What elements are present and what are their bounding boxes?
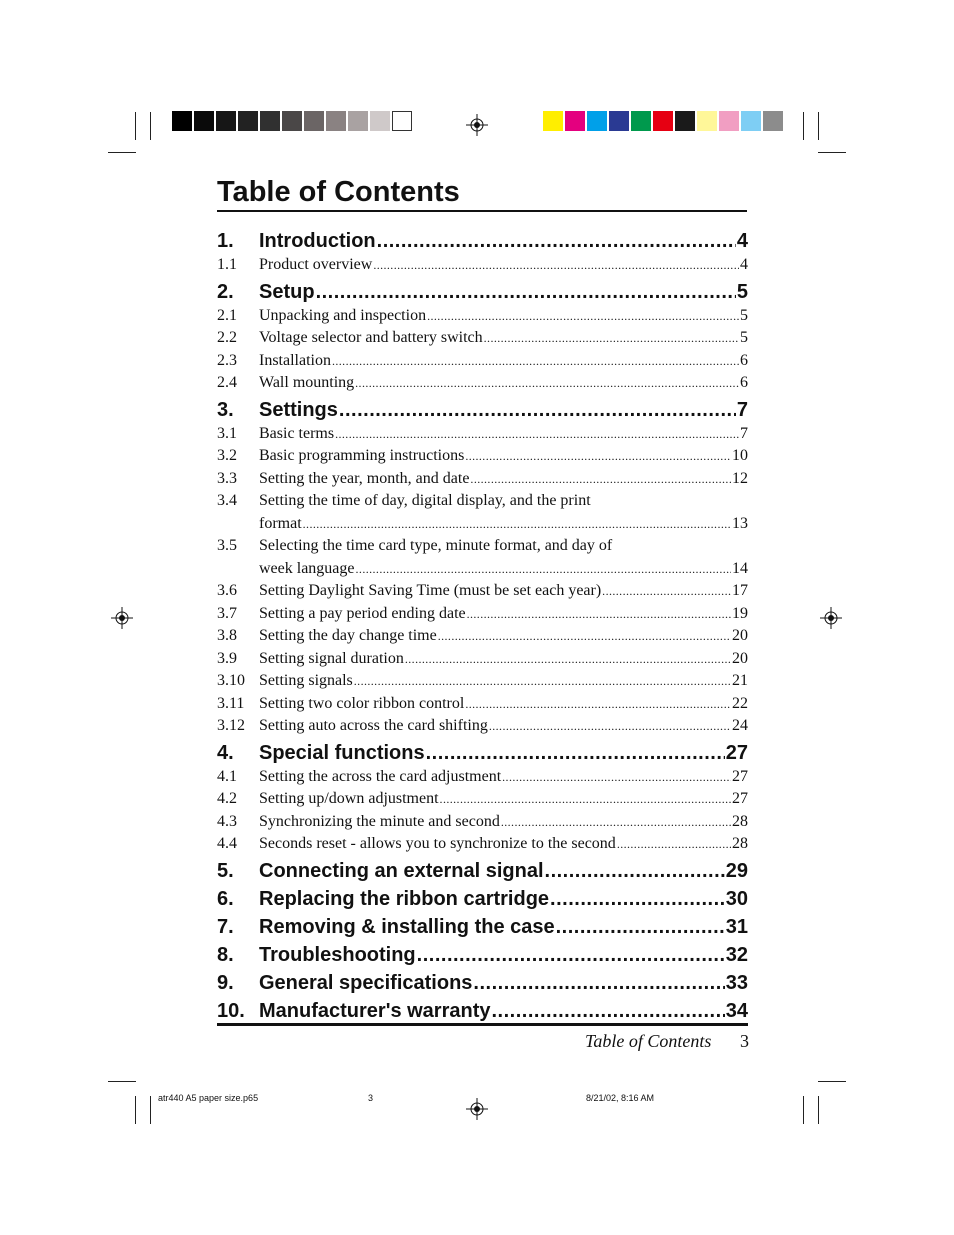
color-swatch — [631, 111, 651, 131]
toc-number: 5. — [217, 859, 234, 882]
toc-leader-dots — [492, 998, 725, 1024]
toc-entry-body — [259, 279, 748, 305]
toc-entry-body — [259, 766, 748, 789]
toc-page-number: 33 — [725, 971, 748, 994]
toc-page-number: 12 — [732, 469, 748, 487]
color-swatch — [260, 111, 280, 131]
toc-number: 4.3 — [217, 812, 237, 830]
toc-label: Setting two color ribbon control — [259, 694, 465, 712]
toc-entry-body — [259, 998, 748, 1024]
toc-number: 4.4 — [217, 835, 237, 852]
toc-label: week language — [259, 559, 355, 577]
toc-page-number: 31 — [725, 915, 748, 938]
slug-timestamp: 8/21/02, 8:16 AM — [586, 1093, 655, 1103]
toc-entry-body — [259, 625, 748, 648]
toc-number: 4.2 — [217, 790, 237, 807]
color-swatch — [741, 111, 761, 131]
toc-chapter-row — [217, 914, 748, 940]
toc-page-number: 10 — [732, 447, 748, 464]
toc-label: Basic programming instructions — [259, 447, 465, 464]
toc-page-number: 4 — [740, 256, 748, 273]
toc-page-number: 7 — [740, 424, 748, 442]
crop-mark — [803, 112, 804, 140]
toc-number: 3.1 — [217, 424, 237, 442]
toc-page-number: 5 — [736, 280, 748, 303]
toc-page-number: 32 — [725, 943, 748, 966]
toc-number: 3.6 — [217, 582, 237, 599]
toc-page-number: 21 — [732, 672, 748, 689]
toc-label: Setup — [259, 280, 315, 303]
toc-entry-body — [259, 970, 748, 996]
color-swatch — [348, 111, 368, 131]
toc-label: Setting auto across the card shifting — [259, 717, 488, 734]
color-swatch — [392, 111, 412, 131]
color-swatch — [609, 111, 629, 131]
toc-leader-dots — [355, 372, 739, 395]
page-title: Table of Contents — [217, 174, 747, 212]
toc-leader-dots — [502, 766, 731, 789]
toc-label: Unpacking and inspection — [259, 306, 427, 324]
toc-entry-body — [259, 914, 748, 940]
toc-section-row — [217, 423, 748, 446]
toc-number: 3.11 — [217, 694, 245, 712]
crop-mark — [150, 1096, 151, 1124]
color-swatch — [326, 111, 346, 131]
toc-page-number: 30 — [725, 887, 748, 910]
color-swatch — [543, 111, 563, 131]
toc-label: Special functions — [259, 741, 425, 764]
toc-number: 2.4 — [217, 374, 237, 391]
toc-entry-body — [259, 305, 748, 328]
toc-label: Connecting an external signal — [259, 859, 544, 882]
toc-chapter-row — [217, 886, 748, 912]
toc-page-number: 24 — [732, 717, 748, 734]
toc-number: 3.3 — [217, 469, 237, 487]
toc-leader-dots — [339, 397, 736, 423]
grayscale-color-bar — [172, 111, 414, 131]
slug-page: 3 — [368, 1093, 374, 1103]
toc-number: 1.1 — [217, 256, 237, 273]
toc-page-number: 20 — [732, 627, 748, 644]
toc-label: General specifications — [259, 971, 473, 994]
toc-number: 4. — [217, 741, 234, 764]
toc-leader-dots — [354, 670, 731, 693]
slug-filename: atr440 A5 paper size.p65 — [158, 1093, 259, 1103]
toc-section-row — [217, 811, 748, 834]
toc-page-number: 28 — [732, 835, 748, 852]
toc-leader-dots — [303, 513, 731, 536]
toc-entry-body — [259, 372, 748, 395]
color-swatch — [216, 111, 236, 131]
toc-label: Introduction — [259, 230, 376, 252]
color-swatch — [697, 111, 717, 131]
toc-section-row — [217, 625, 748, 648]
toc-entry-body — [259, 788, 748, 811]
toc-leader-dots — [465, 445, 731, 468]
toc-leader-dots — [426, 740, 725, 766]
toc-leader-dots — [440, 788, 731, 811]
toc-entry-body — [259, 350, 748, 373]
toc-entry-body — [259, 397, 748, 423]
toc-number: 8. — [217, 943, 234, 966]
toc-leader-dots — [556, 914, 725, 940]
toc-label: Replacing the ribbon cartridge — [259, 887, 550, 910]
toc-number: 3.12 — [217, 717, 245, 734]
toc-section-row — [217, 693, 748, 716]
toc-page-number: 20 — [732, 649, 748, 667]
crop-mark — [818, 152, 846, 153]
toc-page-number: 14 — [732, 559, 748, 577]
toc-entry-body — [259, 468, 748, 491]
footer-section-title: Table of Contents — [585, 1031, 712, 1051]
crop-mark — [150, 112, 151, 140]
crop-mark — [135, 1096, 136, 1124]
toc-label: Setting the across the card adjustment — [259, 767, 502, 785]
toc-label: Setting up/down adjustment — [259, 790, 439, 807]
toc-leader-dots — [316, 279, 736, 305]
toc-page-number: 28 — [732, 812, 748, 830]
toc-leader-dots — [473, 970, 724, 996]
toc-section-row — [217, 327, 748, 350]
toc-label: Setting a pay period ending date — [259, 604, 466, 622]
cmyk-color-bar — [543, 111, 785, 131]
color-swatch — [565, 111, 585, 131]
toc-section-row — [217, 670, 748, 693]
toc-number: 3.2 — [217, 447, 237, 464]
color-swatch — [763, 111, 783, 131]
toc-entry-body — [259, 228, 748, 254]
toc-number: 4.1 — [217, 767, 237, 785]
toc-leader-dots — [465, 693, 731, 716]
toc-number: 10. — [217, 999, 245, 1022]
toc-label: Setting signal duration — [259, 649, 404, 667]
toc-page-number: 27 — [732, 767, 748, 785]
toc-entry-body — [259, 942, 748, 968]
crop-mark — [803, 1096, 804, 1124]
toc-number: 2.2 — [217, 329, 237, 346]
toc-page-number: 7 — [736, 398, 748, 421]
toc-leader-dots — [332, 350, 739, 373]
toc-label: Basic terms — [259, 424, 335, 442]
color-swatch — [370, 111, 390, 131]
toc-leader-dots — [501, 811, 731, 834]
toc-label: Removing & installing the case — [259, 915, 555, 938]
toc-section-row — [217, 350, 748, 373]
toc-section-row — [217, 580, 748, 603]
toc-leader-dots — [470, 468, 731, 491]
toc-label: Synchronizing the minute and second — [259, 812, 500, 830]
toc-entry-body — [259, 715, 748, 738]
color-swatch — [719, 111, 739, 131]
toc-entry-body — [259, 648, 748, 671]
toc-number: 3.5 — [217, 537, 237, 554]
toc-label: Manufacturer's warranty — [259, 999, 491, 1022]
toc-section-row — [217, 603, 748, 626]
toc-chapter-row — [217, 228, 748, 254]
footer-rule — [217, 1023, 748, 1026]
color-swatch — [304, 111, 324, 131]
toc-page-number: 22 — [732, 694, 748, 712]
toc-leader-dots — [427, 305, 739, 328]
toc-label: Product overview — [259, 256, 373, 273]
toc-entry-body — [259, 580, 748, 603]
toc-label: Setting the day change time — [259, 627, 437, 644]
toc-leader-dots — [356, 558, 731, 581]
toc-leader-dots — [373, 254, 739, 277]
toc-label: Seconds reset - allows you to synchronize to the second — [259, 835, 616, 852]
toc-page-number: 29 — [725, 859, 748, 882]
color-swatch — [172, 111, 192, 131]
toc-entry-body — [259, 327, 748, 350]
toc-number: 2. — [217, 280, 234, 303]
toc-chapter-row — [217, 942, 748, 968]
toc-number: 3.4 — [217, 492, 237, 509]
toc-label: Settings — [259, 398, 338, 421]
crop-mark — [818, 1096, 819, 1124]
registration-mark-icon — [466, 1098, 488, 1120]
toc-page-number: 5 — [740, 329, 748, 346]
toc-entry-body — [259, 423, 748, 446]
toc-leader-dots — [405, 648, 731, 671]
toc-page-number: 27 — [732, 790, 748, 807]
toc-leader-dots — [438, 625, 731, 648]
toc-section-row — [217, 372, 748, 395]
toc-leader-dots — [550, 886, 725, 912]
toc-section-row — [217, 766, 748, 789]
toc-number: 2.3 — [217, 351, 237, 369]
registration-mark-icon — [820, 607, 842, 629]
toc-chapter-row — [217, 279, 748, 305]
color-swatch — [653, 111, 673, 131]
toc-entry-body — [259, 445, 748, 468]
toc-section-row — [217, 468, 748, 491]
toc-chapter-row — [217, 998, 748, 1024]
registration-mark-icon — [466, 114, 488, 136]
toc-entry-body — [259, 811, 748, 834]
toc-entry-body — [259, 858, 748, 884]
color-swatch — [587, 111, 607, 131]
toc-number: 3.7 — [217, 604, 237, 622]
toc-label: Setting Daylight Saving Time (must be set each year) — [259, 582, 602, 599]
crop-mark — [818, 1081, 846, 1082]
toc-label: Setting signals — [259, 672, 353, 689]
footer-page-number: 3 — [740, 1031, 749, 1051]
toc-entry-body — [259, 833, 748, 856]
toc-leader-dots — [467, 603, 731, 626]
toc-label-continuation — [259, 558, 748, 581]
color-swatch — [675, 111, 695, 131]
toc-leader-dots — [489, 715, 731, 738]
toc-page-number: 5 — [740, 306, 748, 324]
toc-label: Installation — [259, 351, 331, 369]
toc-section-row — [217, 833, 748, 856]
toc-section-row — [217, 535, 748, 580]
toc-chapter-row — [217, 740, 748, 766]
toc-section-row — [217, 788, 748, 811]
toc-label: format — [259, 514, 302, 532]
toc-chapter-row — [217, 858, 748, 884]
toc-chapter-row — [217, 970, 748, 996]
toc-page-number: 6 — [740, 351, 748, 369]
crop-mark — [818, 112, 819, 140]
toc-page-number: 13 — [732, 514, 748, 532]
table-of-contents — [217, 226, 748, 1024]
toc-section-row — [217, 490, 748, 535]
toc-section-row — [217, 648, 748, 671]
color-swatch — [238, 111, 258, 131]
toc-number: 3. — [217, 398, 234, 421]
toc-leader-dots — [377, 228, 736, 254]
toc-page-number: 19 — [732, 604, 748, 622]
toc-label: Wall mounting — [259, 374, 355, 391]
toc-leader-dots — [545, 858, 725, 884]
toc-number: 6. — [217, 887, 234, 910]
toc-section-row — [217, 305, 748, 328]
toc-number: 3.9 — [217, 649, 237, 667]
toc-label: Voltage selector and battery switch — [259, 329, 483, 346]
toc-label: Setting the time of day, digital display, and the print — [259, 492, 591, 509]
toc-page-number: 34 — [725, 999, 748, 1022]
toc-leader-dots — [602, 580, 731, 603]
toc-entry-body — [259, 670, 748, 693]
toc-section-row — [217, 715, 748, 738]
toc-chapter-row — [217, 397, 748, 423]
toc-section-row — [217, 254, 748, 277]
toc-number: 3.10 — [217, 672, 245, 689]
crop-mark — [108, 1081, 136, 1082]
toc-number: 9. — [217, 971, 234, 994]
toc-label: Setting the year, month, and date — [259, 469, 470, 487]
toc-page-number: 17 — [732, 582, 748, 599]
toc-entry-body — [259, 254, 748, 277]
color-swatch — [194, 111, 214, 131]
toc-leader-dots — [617, 833, 731, 856]
crop-mark — [108, 152, 136, 153]
toc-page-number: 4 — [736, 230, 748, 252]
toc-page-number: 27 — [725, 741, 748, 764]
toc-number: 2.1 — [217, 306, 237, 324]
toc-page-number: 6 — [740, 374, 748, 391]
toc-label-continuation — [259, 513, 748, 536]
toc-entry-body — [259, 886, 748, 912]
toc-number: 1. — [217, 230, 234, 252]
registration-mark-icon — [111, 607, 133, 629]
toc-leader-dots — [335, 423, 739, 446]
toc-entry-body — [259, 603, 748, 626]
toc-number: 7. — [217, 915, 234, 938]
crop-mark — [135, 112, 136, 140]
toc-entry-body — [259, 740, 748, 766]
toc-section-row — [217, 445, 748, 468]
toc-leader-dots — [484, 327, 739, 350]
toc-label: Troubleshooting — [259, 943, 416, 966]
toc-entry-body — [259, 693, 748, 716]
color-swatch — [282, 111, 302, 131]
toc-number: 3.8 — [217, 627, 237, 644]
toc-label: Selecting the time card type, minute format, and day of — [259, 537, 613, 554]
toc-leader-dots — [417, 942, 725, 968]
